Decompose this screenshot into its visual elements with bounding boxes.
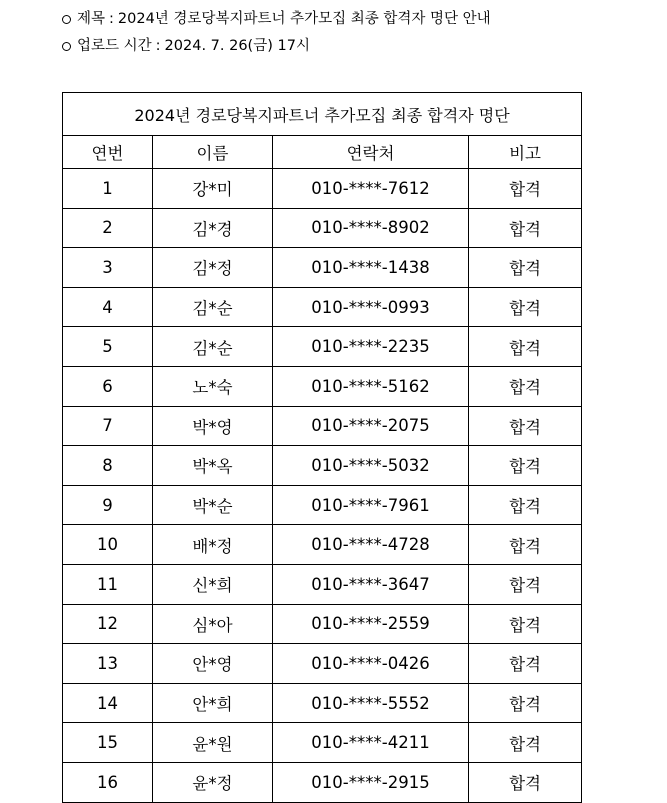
cell-name: 강*미 (153, 169, 273, 209)
table-row (63, 723, 582, 763)
cell-remarks: 합격 (469, 287, 582, 327)
cell-name: 배*정 (153, 525, 273, 565)
cell-number: 14 (63, 683, 153, 723)
cell-contact: 010-****-7961 (273, 485, 469, 525)
notice-upload-line (62, 33, 652, 60)
cell-remarks: 합격 (469, 406, 582, 446)
cell-number: 4 (63, 287, 153, 327)
notice-upload-label: 업로드 시간 (77, 38, 152, 54)
column-header-contact: 연락처 (273, 136, 469, 169)
cell-remarks: 합격 (469, 169, 582, 209)
cell-name: 김*경 (153, 208, 273, 248)
table-title: 2024년 경로당복지파트너 추가모집 최종 합격자 명단 (63, 93, 582, 136)
cell-name: 윤*원 (153, 723, 273, 763)
cell-remarks: 합격 (469, 525, 582, 565)
cell-contact: 010-****-0426 (273, 644, 469, 684)
cell-contact: 010-****-2915 (273, 762, 469, 802)
cell-remarks: 합격 (469, 604, 582, 644)
cell-remarks: 합격 (469, 366, 582, 406)
cell-name: 박*영 (153, 406, 273, 446)
cell-remarks: 합격 (469, 208, 582, 248)
cell-number: 11 (63, 564, 153, 604)
cell-remarks: 합격 (469, 564, 582, 604)
cell-remarks: 합격 (469, 446, 582, 486)
cell-number: 15 (63, 723, 153, 763)
cell-name: 안*희 (153, 683, 273, 723)
table-row (63, 327, 582, 367)
table-row (63, 446, 582, 486)
cell-name: 심*아 (153, 604, 273, 644)
table-row (63, 762, 582, 802)
cell-number: 13 (63, 644, 153, 684)
cell-contact: 010-****-2559 (273, 604, 469, 644)
cell-number: 9 (63, 485, 153, 525)
notice-separator: : (155, 38, 161, 54)
table-row (63, 366, 582, 406)
cell-contact: 010-****-4728 (273, 525, 469, 565)
table-row (63, 169, 582, 209)
table-row (63, 604, 582, 644)
cell-remarks: 합격 (469, 723, 582, 763)
cell-number: 2 (63, 208, 153, 248)
table-row (63, 683, 582, 723)
notice-upload-value: 2024. 7. 26(금) 17시 (164, 38, 310, 54)
cell-contact: 010-****-5032 (273, 446, 469, 486)
cell-name: 노*숙 (153, 366, 273, 406)
cell-number: 12 (63, 604, 153, 644)
notice-separator: : (109, 11, 114, 27)
cell-name: 신*희 (153, 564, 273, 604)
cell-name: 윤*정 (153, 762, 273, 802)
notice-subject-label: 제목 (77, 11, 106, 27)
cell-name: 김*순 (153, 287, 273, 327)
cell-contact: 010-****-4211 (273, 723, 469, 763)
table-row (63, 644, 582, 684)
cell-remarks: 합격 (469, 248, 582, 288)
cell-contact: 010-****-2075 (273, 406, 469, 446)
cell-number: 8 (63, 446, 153, 486)
cell-number: 7 (63, 406, 153, 446)
cell-name: 박*옥 (153, 446, 273, 486)
cell-remarks: 합격 (469, 485, 582, 525)
table-row (63, 525, 582, 565)
column-header-remarks: 비고 (469, 136, 582, 169)
cell-name: 김*정 (153, 248, 273, 288)
notice-subject-line (62, 6, 652, 33)
table-row (63, 248, 582, 288)
cell-contact: 010-****-7612 (273, 169, 469, 209)
cell-remarks: 합격 (469, 683, 582, 723)
notice-header (62, 6, 652, 60)
cell-contact: 010-****-5552 (273, 683, 469, 723)
hollow-circle-bullet-icon (62, 15, 71, 24)
cell-remarks: 합격 (469, 762, 582, 802)
table-row (63, 287, 582, 327)
cell-number: 16 (63, 762, 153, 802)
cell-number: 6 (63, 366, 153, 406)
cell-remarks: 합격 (469, 327, 582, 367)
table-body (63, 169, 582, 803)
table-row (63, 208, 582, 248)
cell-contact: 010-****-3647 (273, 564, 469, 604)
cell-number: 3 (63, 248, 153, 288)
table-row (63, 564, 582, 604)
cell-number: 10 (63, 525, 153, 565)
table-row (63, 485, 582, 525)
cell-name: 박*순 (153, 485, 273, 525)
table-header-row (63, 136, 582, 169)
cell-name: 안*영 (153, 644, 273, 684)
cell-number: 1 (63, 169, 153, 209)
cell-contact: 010-****-8902 (273, 208, 469, 248)
cell-number: 5 (63, 327, 153, 367)
hollow-circle-bullet-icon (62, 42, 71, 51)
cell-contact: 010-****-0993 (273, 287, 469, 327)
notice-subject-value: 2024년 경로당복지파트너 추가모집 최종 합격자 명단 안내 (117, 11, 491, 27)
cell-contact: 010-****-1438 (273, 248, 469, 288)
column-header-number: 연번 (63, 136, 153, 169)
cell-contact: 010-****-5162 (273, 366, 469, 406)
applicant-table (62, 92, 582, 803)
table-row (63, 406, 582, 446)
table-title-row (63, 93, 582, 136)
cell-name: 김*순 (153, 327, 273, 367)
cell-contact: 010-****-2235 (273, 327, 469, 367)
column-header-name: 이름 (153, 136, 273, 169)
cell-remarks: 합격 (469, 644, 582, 684)
